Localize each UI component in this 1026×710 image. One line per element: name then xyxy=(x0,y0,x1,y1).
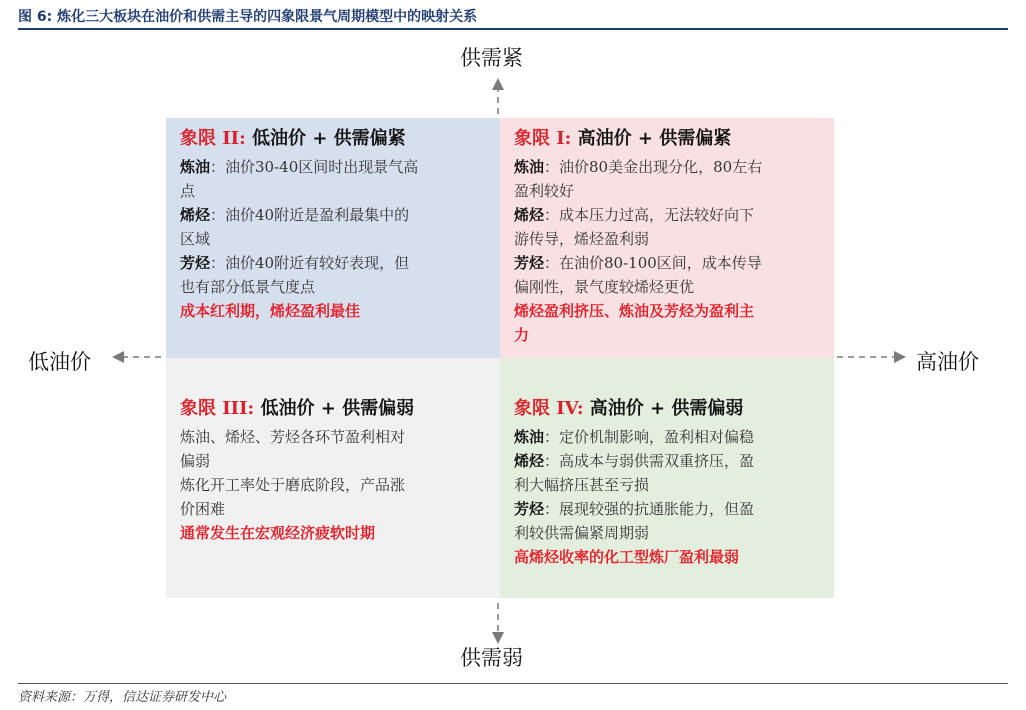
line-text: ：定价机制影响，盈利相对偏稳 xyxy=(544,428,755,446)
quadrant-line-cont: 点 xyxy=(180,182,196,200)
line-key: 烯烃 xyxy=(514,206,545,224)
arrow-right-icon xyxy=(894,351,906,363)
quadrant-line-cont: 偏弱 xyxy=(180,452,211,470)
quadrant-tag: 象限 II: xyxy=(180,128,246,149)
quadrant-line xyxy=(514,425,820,449)
line-text: ：油价40附近有较好表现，但 xyxy=(210,254,410,272)
quadrant-title: 高油价 + 供需偏弱 xyxy=(589,398,744,419)
axis-label-supply-tight: 供需紧 xyxy=(460,46,523,70)
quadrant-title: 高油价 + 供需偏紧 xyxy=(577,128,732,149)
quadrant-heading xyxy=(180,126,486,152)
quadrant-conclusion: 烯烃盈利挤压、炼油及芳烃为盈利主 xyxy=(514,302,755,320)
quadrant-heading xyxy=(514,396,820,422)
figure-title: 图 6: 炼化三大板块在油价和供需主导的四象限景气周期模型中的映射关系 xyxy=(18,9,478,25)
quadrant-3 xyxy=(166,358,500,598)
quadrant-1 xyxy=(500,118,834,358)
quadrant-2 xyxy=(166,118,500,358)
line-text: ：成本压力过高，无法较好向下 xyxy=(544,206,755,224)
line-key: 烯烃 xyxy=(180,206,211,224)
source-note: 资料来源：万得，信达证券研发中心 xyxy=(18,690,227,705)
quadrant-line-cont: 也有部分低景气度点 xyxy=(180,278,316,296)
quadrant-line xyxy=(514,449,820,473)
axis-label-high-oil: 高油价 xyxy=(916,350,979,374)
line-text: ：高成本与弱供需双重挤压，盈 xyxy=(544,452,755,470)
quadrant-line-cont: 利较供需偏紧周期弱 xyxy=(514,524,650,542)
quadrant-title: 低油价 + 供需偏紧 xyxy=(252,128,406,149)
quadrant-heading xyxy=(514,126,820,152)
quadrant-line-cont: 利大幅挤压甚至亏损 xyxy=(514,476,650,494)
quadrant-tag: 象限 III: xyxy=(180,398,255,419)
axis-label-low-oil: 低油价 xyxy=(28,350,91,374)
line-text: ：油价40附近是盈利最集中的 xyxy=(210,206,410,224)
line-text: ：油价80美金出现分化，80左右 xyxy=(544,158,763,176)
quadrant-line xyxy=(514,203,820,227)
quadrant-line: 炼化开工率处于磨底阶段，产品涨 xyxy=(180,476,406,494)
quadrant-title: 低油价 + 供需偏弱 xyxy=(260,398,415,419)
line-key: 炼油 xyxy=(514,158,545,176)
arrow-up-icon xyxy=(492,78,504,90)
quadrant-conclusion-cont: 力 xyxy=(514,326,530,344)
line-key: 芳烃 xyxy=(180,254,211,272)
quadrant-line xyxy=(180,251,486,275)
axis-label-supply-weak: 供需弱 xyxy=(460,646,523,670)
line-key: 烯烃 xyxy=(514,452,545,470)
quadrant-4 xyxy=(500,358,834,598)
line-text: ：展现较强的抗通胀能力，但盈 xyxy=(544,500,755,518)
quadrant-line-cont: 游传导，烯烃盈利弱 xyxy=(514,230,650,248)
quadrant-tag: 象限 IV: xyxy=(514,398,584,419)
line-key: 芳烃 xyxy=(514,500,545,518)
quadrant-line-cont: 偏刚性，景气度较烯烃更优 xyxy=(514,278,695,296)
quadrant-conclusion: 通常发生在宏观经济疲软时期 xyxy=(180,524,376,542)
line-key: 炼油 xyxy=(180,158,211,176)
quadrant-heading xyxy=(180,396,486,422)
quadrant-line xyxy=(180,155,486,179)
quadrant-line-cont: 区域 xyxy=(180,230,211,248)
quadrant-line xyxy=(514,497,820,521)
line-text: ：在油价80-100区间，成本传导 xyxy=(544,254,762,272)
quadrant-line-cont: 价困难 xyxy=(180,500,226,518)
quadrant-line: 炼油、烯烃、芳烃各环节盈利相对 xyxy=(180,428,406,446)
quadrant-line xyxy=(514,251,820,275)
line-text: ：油价30-40区间时出现景气高 xyxy=(210,158,419,176)
arrow-left-icon xyxy=(112,351,124,363)
quadrant-conclusion: 成本红利期，烯烃盈利最佳 xyxy=(180,302,361,320)
quadrant-line-cont: 盈利较好 xyxy=(514,182,575,200)
quadrant-tag: 象限 I: xyxy=(514,128,572,149)
quadrant-line xyxy=(180,203,486,227)
quadrant-conclusion: 高烯烃收率的化工型炼厂盈利最弱 xyxy=(514,548,740,566)
line-key: 炼油 xyxy=(514,428,545,446)
line-key: 芳烃 xyxy=(514,254,545,272)
source-divider xyxy=(18,683,1008,684)
quadrant-line xyxy=(514,155,820,179)
